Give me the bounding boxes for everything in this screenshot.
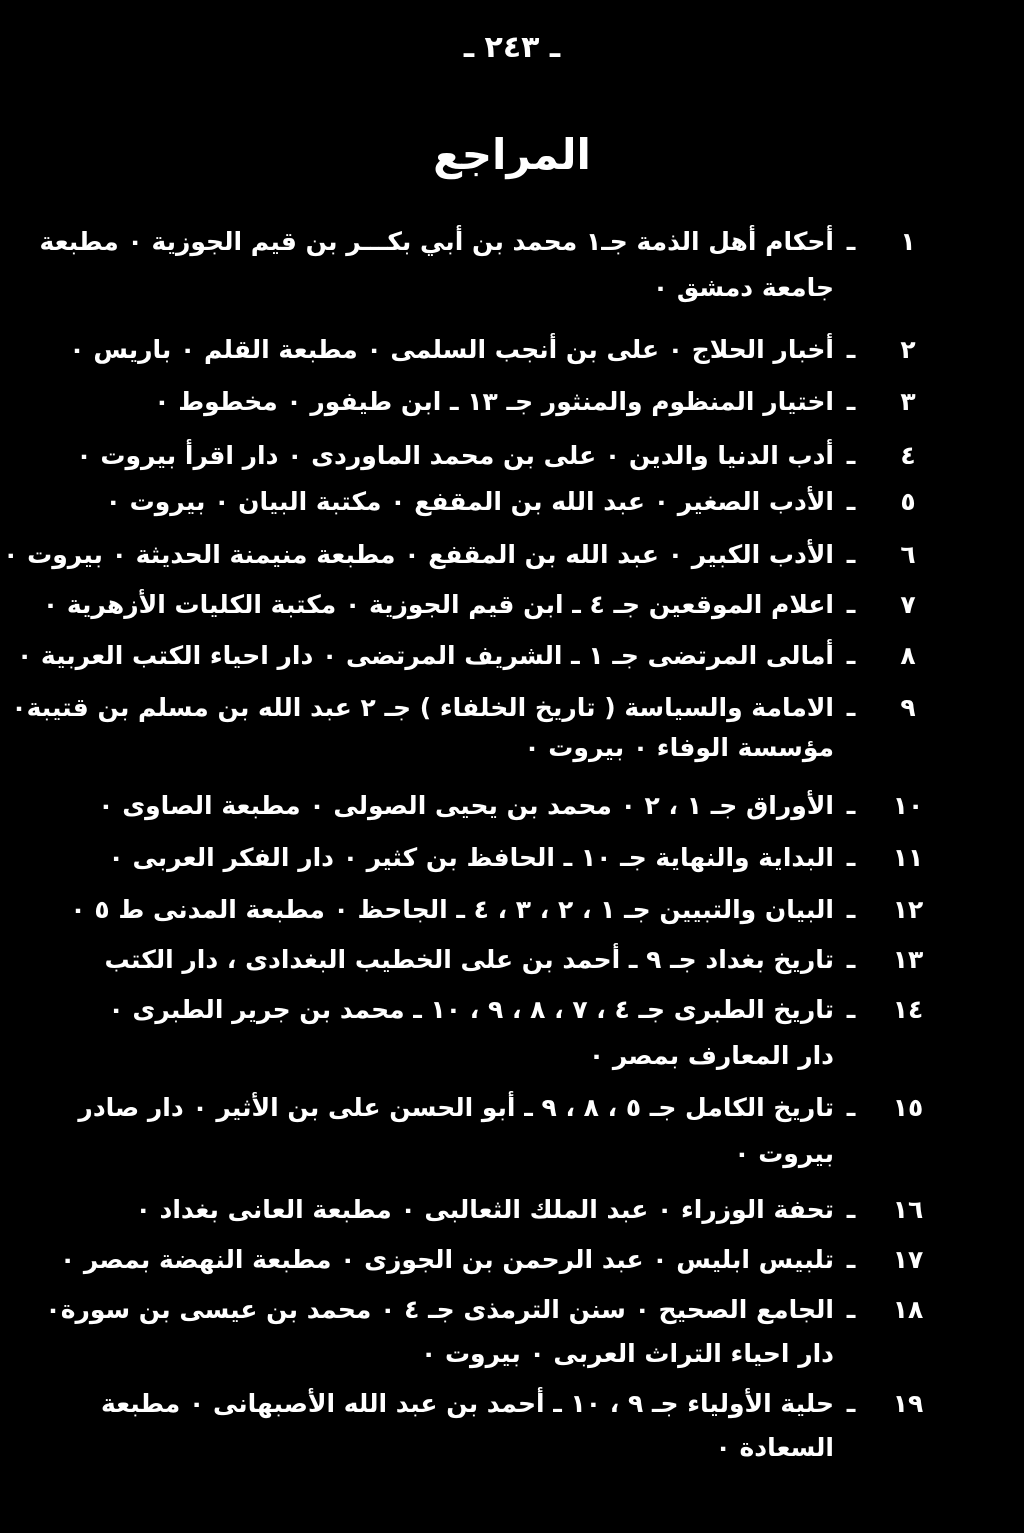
reference-line: أدب الدنيا والدين ٠ على بن محمد الماوردى ٠ دار اقرأ بيروت ٠ (76, 441, 834, 470)
reference-dash: ـ (846, 995, 856, 1024)
reference-number: ١٢ (892, 895, 924, 924)
reference-line: تلبيس ابليس ٠ عبد الرحمن بن الجوزى ٠ مطبعة النهضة بمصر ٠ (59, 1245, 834, 1274)
reference-number: ١٥ (892, 1093, 924, 1122)
reference-number: ١٣ (892, 945, 924, 974)
reference-line: أخبار الحلاج ٠ على بن أنجب السلمى ٠ مطبعة القلم ٠ باريس ٠ (69, 335, 834, 364)
reference-line: اختيار المنظوم والمنثور جـ ١٣ ـ ابن طيفور ٠ مخطوط ٠ (154, 387, 834, 416)
reference-line: تاريخ الطبرى جـ ٤ ، ٧ ، ٨ ، ٩ ، ١٠ ـ محمد بن جرير الطبرى ٠ (108, 995, 834, 1024)
reference-line: الأدب الكبير ٠ عبد الله بن المقفع ٠ مطبعة منيمنة الحديثة ٠ بيروت ٠ (3, 540, 834, 569)
reference-number: ٩ (900, 693, 916, 722)
reference-number: ١١ (892, 843, 924, 872)
reference-dash: ـ (846, 387, 856, 416)
reference-line: اعلام الموقعين جـ ٤ ـ ابن قيم الجوزية ٠ مكتبة الكليات الأزهرية ٠ (42, 590, 834, 619)
reference-dash: ـ (846, 945, 856, 974)
reference-dash: ـ (846, 441, 856, 470)
reference-number: ٧ (900, 590, 916, 619)
reference-line: بيروت ٠ (734, 1139, 834, 1168)
reference-number: ٦ (900, 540, 916, 569)
reference-number: ٤ (900, 441, 916, 470)
reference-number: ١ (900, 227, 916, 256)
reference-line: تاريخ الكامل جـ ٥ ، ٨ ، ٩ ـ أبو الحسن على بن الأثير ٠ دار صادر (78, 1093, 834, 1122)
reference-line: دار المعارف بمصر ٠ (588, 1041, 834, 1070)
reference-line: جامعة دمشق ٠ (652, 273, 834, 302)
reference-dash: ـ (846, 693, 856, 722)
reference-number: ١٨ (892, 1295, 924, 1324)
reference-dash: ـ (846, 895, 856, 924)
reference-number: ١٧ (892, 1245, 924, 1274)
reference-dash: ـ (846, 335, 856, 364)
reference-number: ١٩ (892, 1389, 924, 1418)
reference-dash: ـ (846, 791, 856, 820)
reference-dash: ـ (846, 1093, 856, 1122)
reference-line: الجامع الصحيح ٠ سنن الترمذى جـ ٤ ٠ محمد بن عيسى بن سورة٠ (45, 1295, 834, 1324)
reference-number: ٥ (900, 487, 916, 516)
reference-dash: ـ (846, 843, 856, 872)
reference-number: ٨ (900, 641, 916, 670)
reference-dash: ـ (846, 1295, 856, 1324)
reference-line: تحفة الوزراء ٠ عبد الملك الثعالبى ٠ مطبعة العانى بغداد ٠ (135, 1195, 834, 1224)
reference-number: ٢ (900, 335, 916, 364)
reference-dash: ـ (846, 1195, 856, 1224)
reference-line: الامامة والسياسة ( تاريخ الخلفاء ) جـ ٢ عبد الله بن مسلم بن قتيبة٠ (11, 693, 834, 722)
reference-number: ٣ (900, 387, 916, 416)
reference-dash: ـ (846, 1245, 856, 1274)
reference-number: ١٤ (892, 995, 924, 1024)
reference-dash: ـ (846, 487, 856, 516)
reference-line: أمالى المرتضى جـ ١ ـ الشريف المرتضى ٠ دار احياء الكتب العربية ٠ (16, 641, 834, 670)
reference-dash: ـ (846, 1389, 856, 1418)
reference-line: حلية الأولياء جـ ٩ ، ١٠ ـ أحمد بن عبد الله الأصبهانى ٠ مطبعة (100, 1389, 834, 1418)
reference-line: البيان والتبيين جـ ١ ، ٢ ، ٣ ، ٤ ـ الجاحظ ٠ مطبعة المدنى ط ٥ ٠ (70, 895, 834, 924)
reference-line: السعادة ٠ (715, 1433, 834, 1462)
page-number: ـ ٢٤٣ ـ (463, 30, 561, 65)
reference-dash: ـ (846, 590, 856, 619)
reference-dash: ـ (846, 227, 856, 256)
reference-line: أحكام أهل الذمة جـ١ محمد بن أبي بكـــر بن قيم الجوزية ٠ مطبعة (39, 227, 834, 256)
reference-line: تاريخ بغداد جـ ٩ ـ أحمد بن على الخطيب البغدادى ، دار الكتب (104, 945, 834, 974)
reference-line: الأدب الصغير ٠ عبد الله بن المقفع ٠ مكتبة البيان ٠ بيروت ٠ (105, 487, 834, 516)
reference-line: دار احياء التراث العربى ٠ بيروت ٠ (420, 1339, 834, 1368)
reference-line: الأوراق جـ ١ ، ٢ ٠ محمد بن يحيى الصولى ٠ مطبعة الصاوى ٠ (98, 791, 834, 820)
reference-dash: ـ (846, 540, 856, 569)
reference-number: ١٠ (892, 791, 924, 820)
reference-number: ١٦ (892, 1195, 924, 1224)
reference-dash: ـ (846, 641, 856, 670)
page-title: المراجع (433, 130, 591, 179)
reference-line: البداية والنهاية جـ ١٠ ـ الحافظ بن كثير ٠ دار الفكر العربى ٠ (108, 843, 834, 872)
reference-line: مؤسسة الوفاء ٠ بيروت ٠ (524, 733, 834, 762)
